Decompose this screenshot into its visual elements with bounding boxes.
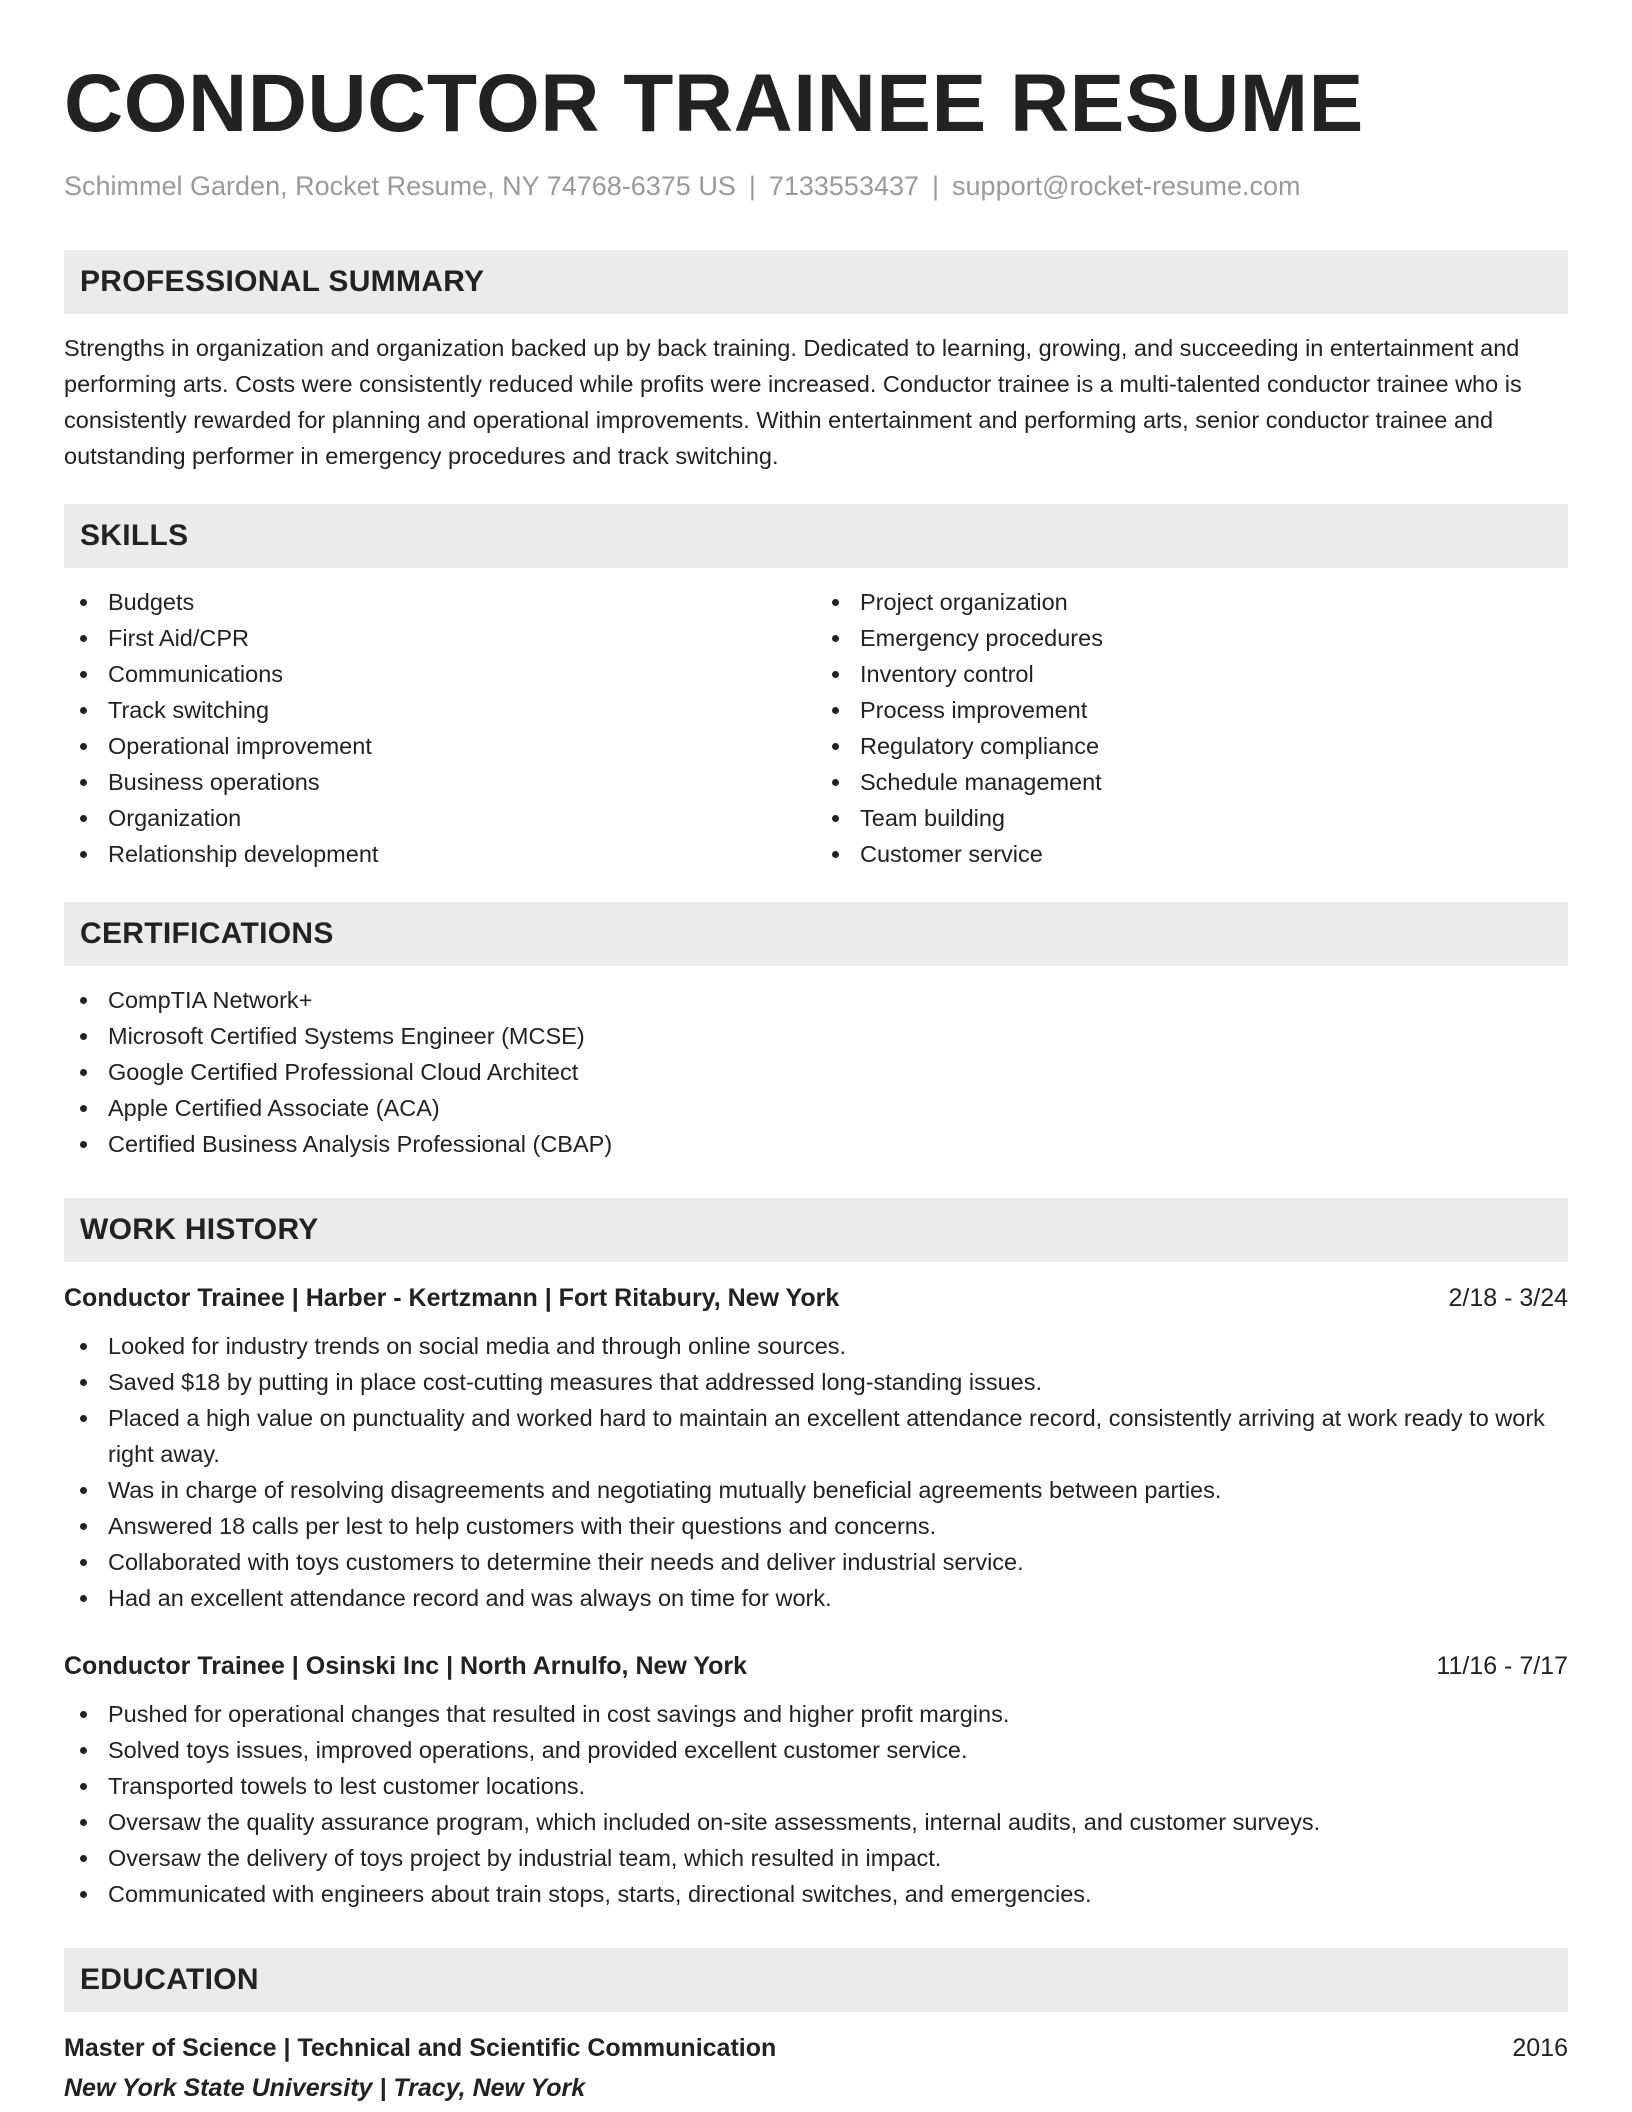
job-bullet: Saved $18 by putting in place cost-cutting measures that addressed long-standing issues. (64, 1364, 1568, 1400)
job-bullet: Answered 18 calls per lest to help customers with their questions and concerns. (64, 1508, 1568, 1544)
job-bullet: Had an excellent attendance record and was always on time for work. (64, 1580, 1568, 1616)
contact-separator: | (748, 171, 756, 201)
skill-item: Regulatory compliance (816, 728, 1568, 764)
contact-separator: | (932, 171, 940, 201)
job-title: Conductor Trainee | Harber - Kertzmann | Fort Ritabury, New York (64, 1284, 840, 1312)
section-heading-education: EDUCATION (64, 1948, 1568, 2012)
skills-list (64, 584, 1568, 872)
skill-item: Emergency procedures (816, 620, 1568, 656)
skills-column-right (816, 584, 1568, 872)
certifications-list (64, 982, 1568, 1162)
skill-item: Business operations (64, 764, 816, 800)
job-bullets (64, 1328, 1568, 1616)
job-bullets (64, 1696, 1568, 1912)
education-year: 2016 (1512, 2034, 1568, 2062)
education-degree: Master of Science | Technical and Scientific Communication (64, 2034, 777, 2062)
skill-item: Relationship development (64, 836, 816, 872)
skills-column-left (64, 584, 816, 872)
job-dates: 2/18 - 3/24 (1448, 1284, 1568, 1312)
job-bullet: Solved toys issues, improved operations, and provided excellent customer service. (64, 1732, 1568, 1768)
certification-item: Apple Certified Associate (ACA) (64, 1090, 1568, 1126)
resume-title: CONDUCTOR TRAINEE RESUME (64, 58, 1364, 149)
job-bullet: Pushed for operational changes that resulted in cost savings and higher profit margins. (64, 1696, 1568, 1732)
skill-item: Customer service (816, 836, 1568, 872)
certification-item: CompTIA Network+ (64, 982, 1568, 1018)
contact-line (64, 168, 1568, 204)
section-heading-work-history: WORK HISTORY (64, 1198, 1568, 1262)
skill-item: Communications (64, 656, 816, 692)
job-bullet: Communicated with engineers about train stops, starts, directional switches, and emergencies. (64, 1876, 1568, 1912)
education-entry (64, 2028, 1568, 2108)
education-school: New York State University | Tracy, New York (64, 2074, 586, 2102)
job-title: Conductor Trainee | Osinski Inc | North Arnulfo, New York (64, 1652, 748, 1680)
contact-email: support@rocket-resume.com (952, 171, 1301, 201)
job-bullet: Was in charge of resolving disagreements and negotiating mutually beneficial agreements between parties. (64, 1472, 1568, 1508)
contact-phone: 7133553437 (768, 171, 920, 201)
skill-item: Inventory control (816, 656, 1568, 692)
job-header (64, 1278, 1568, 1318)
skill-item: Process improvement (816, 692, 1568, 728)
job-bullet: Oversaw the delivery of toys project by industrial team, which resulted in impact. (64, 1840, 1568, 1876)
job-entry (64, 1646, 1568, 1912)
skill-item: Organization (64, 800, 816, 836)
skill-item: First Aid/CPR (64, 620, 816, 656)
education-header (64, 2028, 1568, 2068)
job-bullet: Placed a high value on punctuality and worked hard to maintain an excellent attendance record, consistently arriving at work ready to work right away. (64, 1400, 1568, 1472)
section-heading-certifications: CERTIFICATIONS (64, 902, 1568, 966)
job-header (64, 1646, 1568, 1686)
job-bullet: Looked for industry trends on social media and through online sources. (64, 1328, 1568, 1364)
certification-item: Certified Business Analysis Professional (CBAP) (64, 1126, 1568, 1162)
contact-address: Schimmel Garden, Rocket Resume, NY 74768-6375 US (64, 171, 736, 201)
skill-item: Operational improvement (64, 728, 816, 764)
certification-item: Google Certified Professional Cloud Architect (64, 1054, 1568, 1090)
job-bullet: Oversaw the quality assurance program, which included on-site assessments, internal audits, and customer surveys. (64, 1804, 1568, 1840)
job-bullet: Transported towels to lest customer locations. (64, 1768, 1568, 1804)
skill-item: Schedule management (816, 764, 1568, 800)
skill-item: Project organization (816, 584, 1568, 620)
job-dates: 11/16 - 7/17 (1436, 1652, 1568, 1680)
job-bullet: Collaborated with toys customers to determine their needs and deliver industrial service. (64, 1544, 1568, 1580)
certification-item: Microsoft Certified Systems Engineer (MCSE) (64, 1018, 1568, 1054)
section-heading-skills: SKILLS (64, 504, 1568, 568)
skill-item: Budgets (64, 584, 816, 620)
skill-item: Team building (816, 800, 1568, 836)
summary-text: Strengths in organization and organization backed up by back training. Dedicated to learning, growing, and succeeding in entertainment and performing arts. Costs were consistently reduced while profits were increased. Conductor trainee is a multi-talented conductor trainee who is consistently rewarded for planning and operational improvements. Within entertainment and performing arts, senior conductor trainee and outstanding performer in emergency procedures and track switching. (64, 335, 1522, 469)
job-entry (64, 1278, 1568, 1616)
skill-item: Track switching (64, 692, 816, 728)
section-heading-summary: PROFESSIONAL SUMMARY (64, 250, 1568, 314)
